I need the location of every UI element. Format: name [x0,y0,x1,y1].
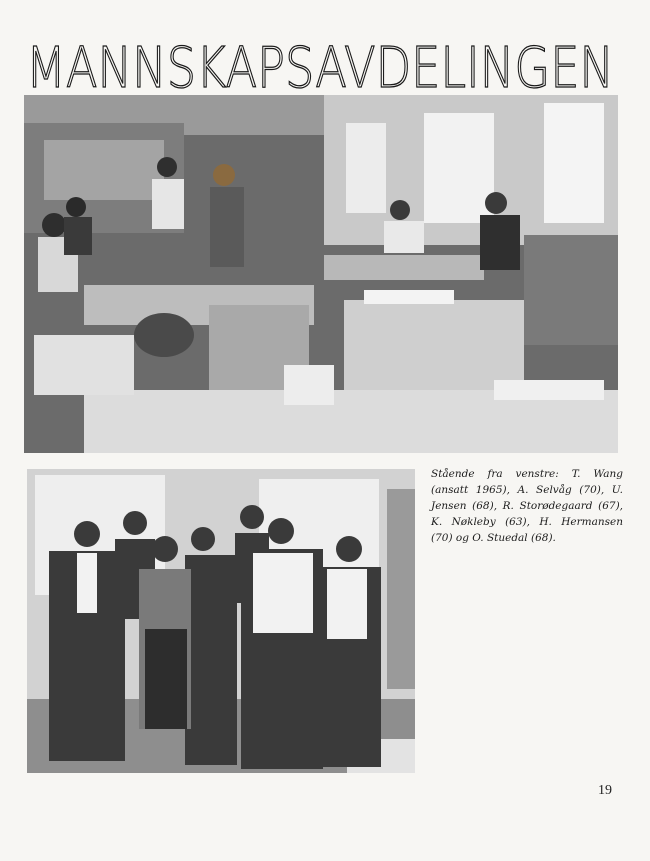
page-title [24,40,616,92]
staff-group-photo [27,469,415,773]
svg-text:MANNSKAPSAVDELINGEN: MANNSKAPSAVDELINGEN [26,40,614,92]
office-photo [24,95,618,453]
group-photo-caption: Stående fra venstre: T. Wang (ansatt 1965), A. Selvåg (70), U. Jensen (68), R. Storødegaard (67), K. Nøkleby (63), H. Hermansen (70) og O. Stuedal (68). [431,468,623,544]
page-number: 19 [598,783,612,798]
